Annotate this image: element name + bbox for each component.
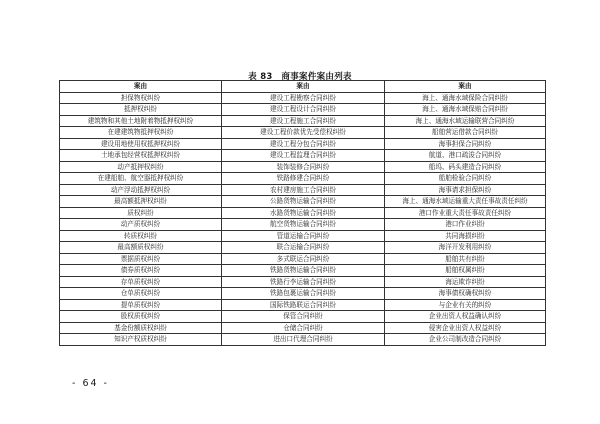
table-cell: 进出口代理合同纠纷 <box>222 334 385 346</box>
table-cell: 基金份额质权纠纷 <box>60 322 222 334</box>
table-cell: 多式联运合同纠纷 <box>222 253 385 265</box>
table-row <box>60 299 546 311</box>
table-cell: 铁路修建合同纠纷 <box>222 173 385 185</box>
table-row <box>60 322 546 334</box>
table-row <box>60 150 546 162</box>
table-cell: 建设工程勘察合同纠纷 <box>222 92 385 104</box>
table-cell: 知识产权质权纠纷 <box>60 334 222 346</box>
table-row <box>60 230 546 242</box>
column-header: 案由 <box>385 81 546 93</box>
table-cell: 建设工程分包合同纠纷 <box>222 138 385 150</box>
table-cell: 质权纠纷 <box>60 207 222 219</box>
table-cell: 债券质权纠纷 <box>60 265 222 277</box>
table-cell: 水路货物运输合同纠纷 <box>222 207 385 219</box>
table-cell: 铁路包裹运输合同纠纷 <box>222 288 385 300</box>
table-cell: 企业出资人权益确认纠纷 <box>385 311 546 323</box>
table-cell: 动产抵押权纠纷 <box>60 161 222 173</box>
table-cell: 建设工程价款优先受偿权纠纷 <box>222 127 385 139</box>
table-cell: 建设用地使用权抵押权纠纷 <box>60 138 222 150</box>
table-cell: 保管合同纠纷 <box>222 311 385 323</box>
table-cell: 仓储合同纠纷 <box>222 322 385 334</box>
table-row <box>60 334 546 346</box>
column-header: 案由 <box>222 81 385 93</box>
table-cell: 海上、通海水域保赔合同纠纷 <box>385 104 546 116</box>
table-cell: 船舶权属纠纷 <box>385 265 546 277</box>
table-cell: 动产浮动抵押权纠纷 <box>60 184 222 196</box>
table-cell: 装饰装修合同纠纷 <box>222 161 385 173</box>
table-cell: 仓单质权纠纷 <box>60 288 222 300</box>
table-title: 表 83 商事案件案由列表 <box>248 72 352 82</box>
table-cell: 与企业有关的纠纷 <box>385 299 546 311</box>
table-cell: 国际铁路联运合同纠纷 <box>222 299 385 311</box>
table-cell: 海事担保合同纠纷 <box>385 138 546 150</box>
table-row <box>60 184 546 196</box>
table-cell: 农村建房施工合同纠纷 <box>222 184 385 196</box>
table-cell: 侵害企业出资人权益纠纷 <box>385 322 546 334</box>
table-row <box>60 115 546 127</box>
table-header-row <box>60 81 546 93</box>
table-cell: 企业公司制改造合同纠纷 <box>385 334 546 346</box>
table-cell: 动产质权纠纷 <box>60 219 222 231</box>
table-cell: 海上、通海水域运输重大责任事故责任纠纷 <box>385 196 546 208</box>
table-row <box>60 138 546 150</box>
table-row <box>60 173 546 185</box>
table-cell: 在建船舶、航空器抵押权纠纷 <box>60 173 222 185</box>
table-row <box>60 219 546 231</box>
table-row <box>60 92 546 104</box>
table-cell: 海事债权确权纠纷 <box>385 288 546 300</box>
table-cell: 航道、港口疏浚合同纠纷 <box>385 150 546 162</box>
table-cell: 海上、通海水域保险合同纠纷 <box>385 92 546 104</box>
table-row <box>60 311 546 323</box>
table-cell: 联合运输合同纠纷 <box>222 242 385 254</box>
table-cell: 船舶检验合同纠纷 <box>385 173 546 185</box>
table-cell: 船舶共有纠纷 <box>385 253 546 265</box>
table-cell: 在建建筑物抵押权纠纷 <box>60 127 222 139</box>
table-cell: 船舶营运借款合同纠纷 <box>385 127 546 139</box>
table-cell: 存单质权纠纷 <box>60 276 222 288</box>
table-cell: 提单质权纠纷 <box>60 299 222 311</box>
table-cell: 海洋开发利用纠纷 <box>385 242 546 254</box>
table-row <box>60 207 546 219</box>
table-row <box>60 127 546 139</box>
table-cell: 铁路货物运输合同纠纷 <box>222 265 385 277</box>
table-cell: 船坞、码头建造合同纠纷 <box>385 161 546 173</box>
table-cell: 建筑物和其他土地附着物抵押权纠纷 <box>60 115 222 127</box>
table-row <box>60 242 546 254</box>
table-cell: 海事请求担保纠纷 <box>385 184 546 196</box>
table-cell: 港口作业重大责任事故责任纠纷 <box>385 207 546 219</box>
table-cell: 建设工程施工合同纠纷 <box>222 115 385 127</box>
table-row <box>60 265 546 277</box>
table-row <box>60 104 546 116</box>
table-cell: 铁路行李运输合同纠纷 <box>222 276 385 288</box>
column-header: 案由 <box>60 81 222 93</box>
table-row <box>60 276 546 288</box>
table-cell: 共同海损纠纷 <box>385 230 546 242</box>
table-cell: 担保物权纠纷 <box>60 92 222 104</box>
table-cell: 转质权纠纷 <box>60 230 222 242</box>
table-cell: 海运欺诈纠纷 <box>385 276 546 288</box>
table-cell: 建设工程设计合同纠纷 <box>222 104 385 116</box>
page-number: - 64 - <box>72 378 109 389</box>
table-row <box>60 253 546 265</box>
table-cell: 建设工程监理合同纠纷 <box>222 150 385 162</box>
table-cell: 公路货物运输合同纠纷 <box>222 196 385 208</box>
table-cell: 最高额质权纠纷 <box>60 242 222 254</box>
table-cell: 土地承包经营权抵押权纠纷 <box>60 150 222 162</box>
table-cell: 抵押权纠纷 <box>60 104 222 116</box>
table-row <box>60 288 546 300</box>
table-cell: 最高额抵押权纠纷 <box>60 196 222 208</box>
table-cell: 股权质权纠纷 <box>60 311 222 323</box>
table-cell: 票据质权纠纷 <box>60 253 222 265</box>
table-row <box>60 196 546 208</box>
table-cell: 港口作业纠纷 <box>385 219 546 231</box>
table-cell: 海上、通海水域运输联营合同纠纷 <box>385 115 546 127</box>
table-row <box>60 161 546 173</box>
case-cause-table <box>59 80 546 346</box>
table-cell: 管道运输合同纠纷 <box>222 230 385 242</box>
table-cell: 航空货物运输合同纠纷 <box>222 219 385 231</box>
table-body <box>60 92 546 345</box>
